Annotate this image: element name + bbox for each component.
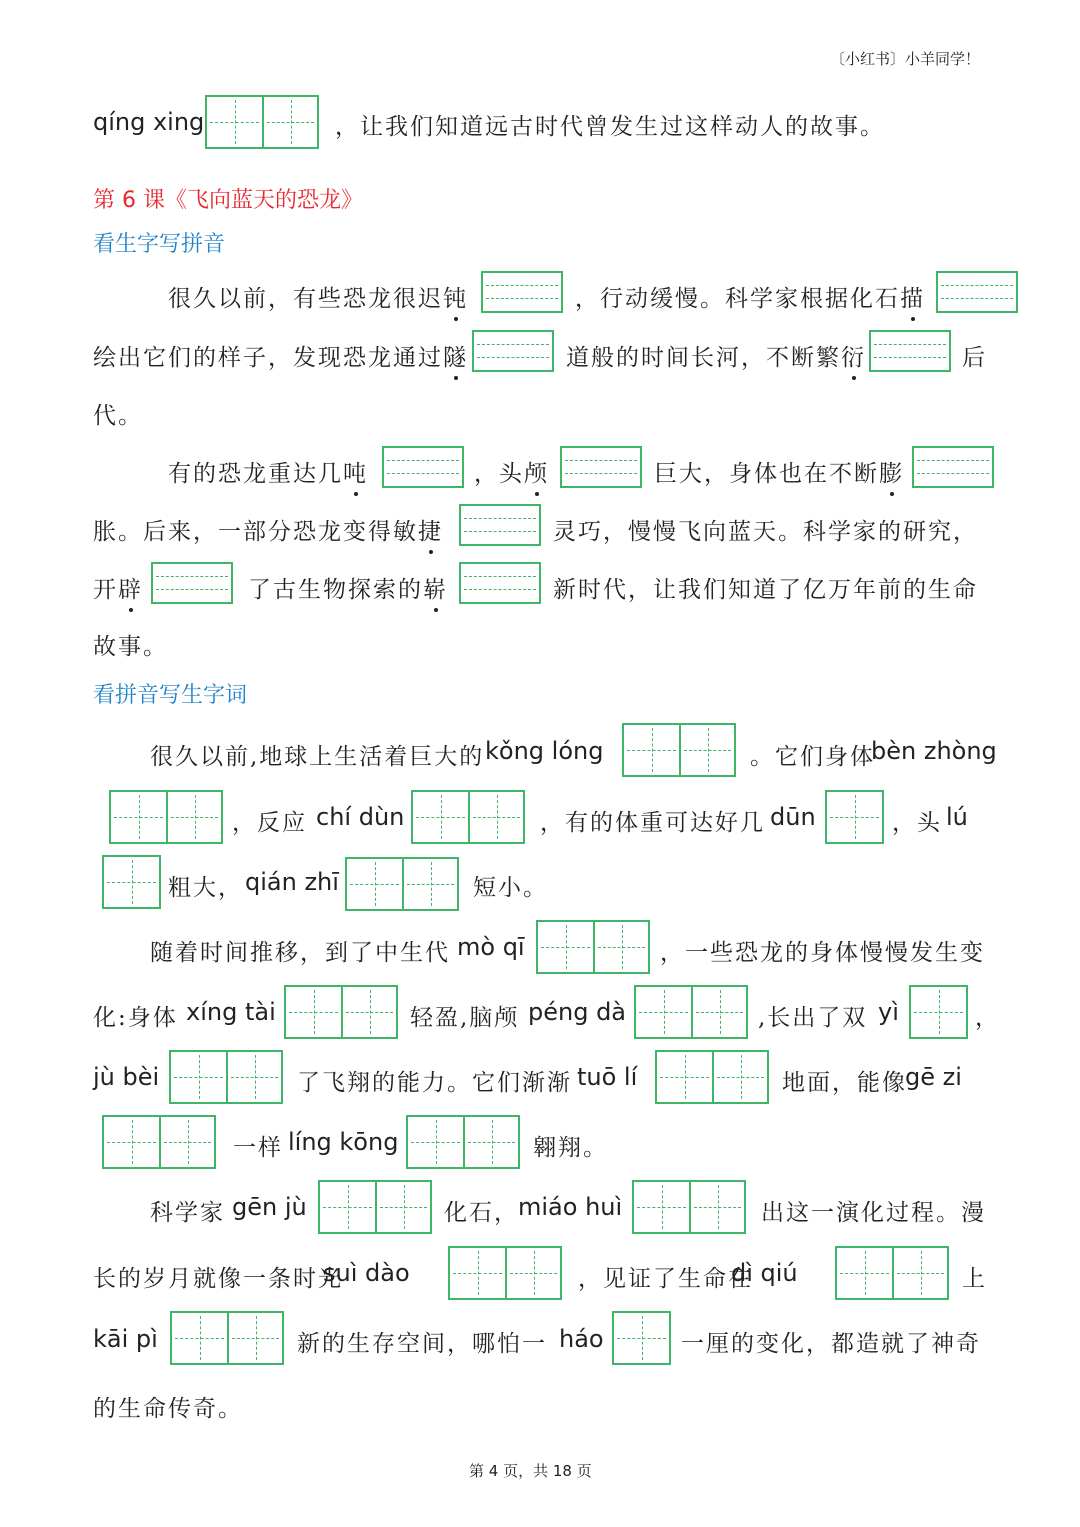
- text-line: 上: [962, 1266, 987, 1292]
- char-box[interactable]: [536, 920, 650, 974]
- char-box[interactable]: [318, 1180, 432, 1234]
- pinyin-text: chí dùn: [316, 803, 405, 831]
- pinyin-text: líng kōng: [288, 1128, 399, 1156]
- section-title-chars: 看拼音写生字词: [93, 683, 248, 708]
- char-box[interactable]: [612, 1311, 671, 1365]
- text-line: 了古生物探索的崭: [248, 571, 448, 604]
- text-line: 。它们身体: [750, 744, 875, 770]
- pinyin-box[interactable]: [459, 562, 541, 604]
- text-line: ，反应: [232, 810, 307, 836]
- text-line: 灵巧，慢慢飞向蓝天。科学家的研究，: [553, 519, 978, 545]
- text-line: 新时代，让我们知道了亿万年前的生命: [553, 577, 978, 603]
- text-line: 新的生存空间，哪怕一: [297, 1331, 547, 1357]
- pinyin-box[interactable]: [936, 271, 1018, 313]
- target-char: 钝: [443, 280, 468, 313]
- lesson-title: 第 6 课《飞向蓝天的恐龙》: [93, 188, 363, 213]
- target-char: 崭: [423, 571, 448, 604]
- pinyin-text: gē zi: [905, 1063, 962, 1091]
- char-box[interactable]: [345, 857, 459, 911]
- section-title-pinyin: 看生字写拼音: [93, 232, 226, 257]
- char-box[interactable]: [448, 1246, 562, 1300]
- char-box[interactable]: [825, 790, 884, 844]
- char-box[interactable]: [169, 1050, 283, 1104]
- text-line: ，: [975, 1005, 1000, 1031]
- text-line: ，一些恐龙的身体慢慢发生变: [660, 940, 985, 966]
- text-line: 巨大，身体也在不断膨: [654, 455, 904, 488]
- text-line: 一样: [233, 1135, 283, 1161]
- pinyin-text: tuō lí: [577, 1063, 638, 1091]
- pinyin-text: háo: [559, 1325, 604, 1353]
- pinyin-text: mò qī: [457, 933, 525, 961]
- pinyin-box[interactable]: [912, 446, 994, 488]
- char-box[interactable]: [634, 985, 748, 1039]
- text-line: 代。: [93, 403, 143, 429]
- text-line: 短小。: [473, 875, 548, 901]
- char-box[interactable]: [102, 1115, 216, 1169]
- pinyin-box[interactable]: [151, 562, 233, 604]
- text-line: 长的岁月就像一条时光: [93, 1266, 343, 1292]
- text-line: 胀。后来，一部分恐龙变得敏捷: [93, 513, 443, 546]
- intro-text: ，让我们知道远古时代曾发生过这样动人的故事。: [335, 114, 885, 140]
- pinyin-box[interactable]: [481, 271, 563, 313]
- char-box[interactable]: [632, 1180, 746, 1234]
- pinyin-text: péng dà: [528, 998, 627, 1026]
- pinyin-text: dūn: [770, 803, 816, 831]
- char-box[interactable]: [909, 985, 968, 1039]
- text-line: 化石，: [444, 1200, 519, 1226]
- char-box[interactable]: [170, 1311, 284, 1365]
- pinyin-box[interactable]: [459, 504, 541, 546]
- char-box[interactable]: [406, 1115, 520, 1169]
- text-line: ，行动缓慢。科学家根据化石描: [575, 280, 925, 313]
- char-box[interactable]: [284, 985, 398, 1039]
- pinyin-text: lú: [946, 803, 968, 831]
- text-line: 道般的时间长河，不断繁衍: [566, 339, 866, 372]
- text-line: 出这一演化过程。漫: [761, 1200, 986, 1226]
- text-line: 轻盈,脑颅: [410, 1005, 520, 1031]
- char-box[interactable]: [411, 790, 525, 844]
- char-box[interactable]: [655, 1050, 769, 1104]
- text-line: 的生命传奇。: [93, 1396, 243, 1422]
- text-line: 故事。: [93, 634, 168, 660]
- source-label: 〔小红书〕小羊同学！: [830, 50, 981, 68]
- target-char: 颅: [524, 455, 549, 488]
- char-box[interactable]: [102, 855, 161, 909]
- pinyin-text: jù bèi: [93, 1063, 160, 1091]
- pinyin-text: kāi pì: [93, 1325, 158, 1353]
- pinyin-box[interactable]: [382, 446, 464, 488]
- char-box[interactable]: [205, 95, 319, 149]
- pinyin-box[interactable]: [472, 330, 554, 372]
- text-line: 地面，能像: [782, 1070, 907, 1096]
- pinyin-text: suì dào: [323, 1259, 410, 1287]
- pinyin-box[interactable]: [869, 330, 951, 372]
- text-line: 科学家: [150, 1200, 225, 1226]
- text-line: 了飞翔的能力。它们渐渐: [297, 1070, 572, 1096]
- target-char: 膨: [879, 455, 904, 488]
- target-char: 捷: [418, 513, 443, 546]
- text-line: 一厘的变化，都造就了神奇: [681, 1331, 981, 1357]
- text-line: ，见证了生命在: [578, 1266, 753, 1292]
- pinyin-text: qián zhī: [245, 868, 339, 896]
- text-line: ，头: [892, 810, 942, 836]
- text-line: 粗大，: [168, 875, 243, 901]
- pinyin-text: dì qiú: [731, 1259, 798, 1287]
- text-line: 化:身体: [93, 1005, 178, 1031]
- pinyin-text: miáo huì: [518, 1193, 623, 1221]
- text-line: 开辟: [93, 571, 143, 604]
- target-char: 辟: [118, 571, 143, 604]
- char-box[interactable]: [835, 1246, 949, 1300]
- pinyin-text: bèn zhòng: [871, 737, 997, 765]
- char-box[interactable]: [622, 723, 736, 777]
- text-line: 很久以前，有些恐龙很迟钝: [168, 280, 468, 313]
- text-line: 后: [962, 345, 987, 371]
- pinyin-text: xíng tài: [186, 998, 276, 1026]
- intro-pinyin: qíng xing: [93, 108, 205, 136]
- text-line: 翱翔。: [533, 1135, 608, 1161]
- text-line: 随着时间推移，到了中生代: [150, 940, 450, 966]
- target-char: 吨: [343, 455, 368, 488]
- text-line: ,长出了双: [758, 1005, 868, 1031]
- pinyin-text: yì: [878, 998, 899, 1026]
- pinyin-text: gēn jù: [232, 1193, 307, 1221]
- char-box[interactable]: [109, 790, 223, 844]
- page-number: 第 4 页，共 18 页: [469, 1462, 592, 1480]
- target-char: 隧: [443, 339, 468, 372]
- target-char: 描: [900, 280, 925, 313]
- text-line: ，头颅: [474, 455, 549, 488]
- pinyin-text: kǒng lóng: [485, 737, 604, 765]
- text-line: 绘出它们的样子，发现恐龙通过隧: [93, 339, 468, 372]
- text-line: 很久以前,地球上生活着巨大的: [150, 744, 485, 770]
- target-char: 衍: [841, 339, 866, 372]
- pinyin-box[interactable]: [560, 446, 642, 488]
- text-line: ，有的体重可达好几: [540, 810, 765, 836]
- text-line: 有的恐龙重达几吨: [168, 455, 368, 488]
